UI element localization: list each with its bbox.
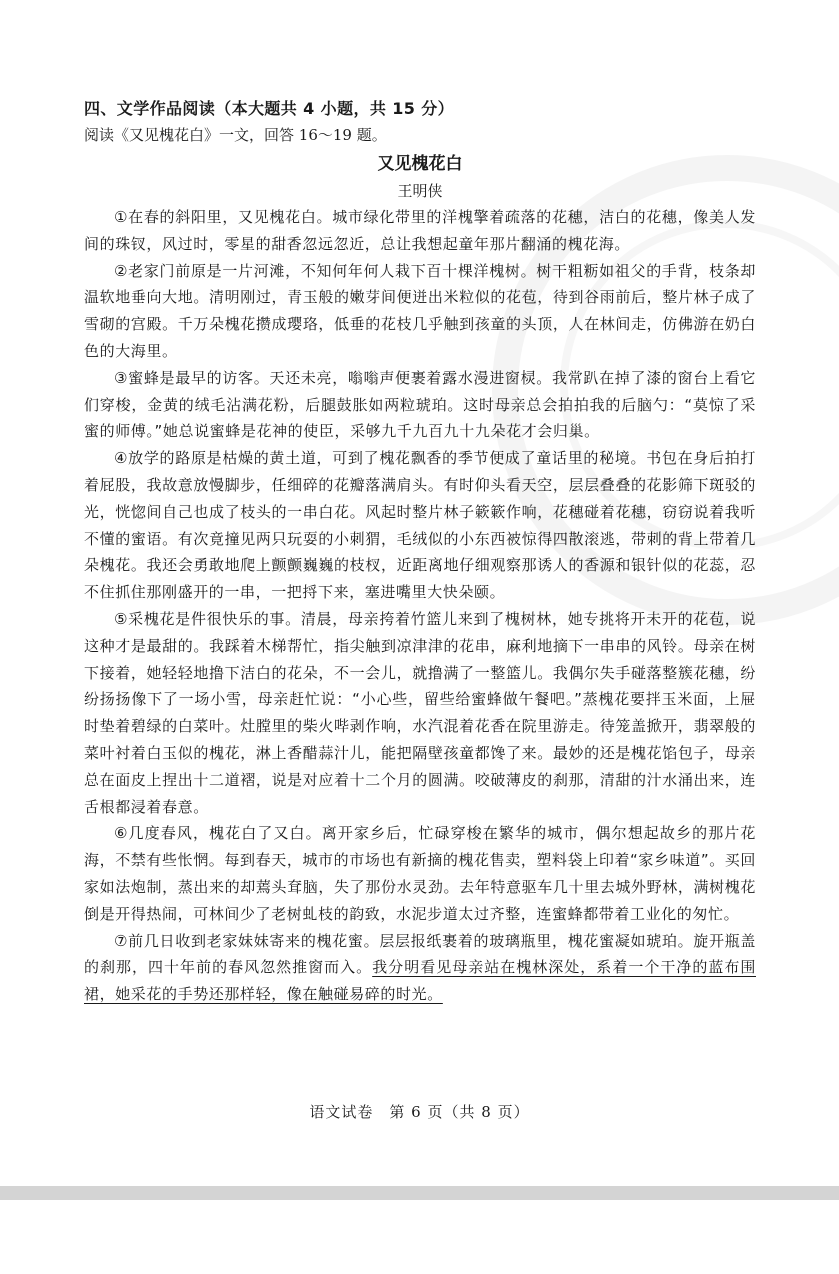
paragraph-4: ④放学的路原是枯燥的黄土道，可到了槐花飘香的季节便成了童话里的秘境。书包在身后拍打着屁股，我故意放慢脚步，任细碎的花瓣落满肩头。有时仰头看天空，层层叠叠的花影筛下斑驳的光，恍惚间自己也成了枝头的一串白花。风起时整片林子簌簌作响，花穗碰着花穗，窃窃说着我听不懂的蜜语。有次竟撞见两只玩耍的小刺猬，毛绒似的小东西被惊得四散滚逃，带刺的背上带着几朵槐花。我还会勇敢地爬上颤颤巍巍的枝杈，近距离地仔细观察那诱人的香源和银针似的花蕊，忍不住抓住那刚盛开的一串，一把捋下来，塞进嘴里大快朵颐。 bbox=[84, 449, 756, 602]
article-title: 又见槐花白 bbox=[377, 154, 463, 174]
page-footer: 语文试卷 第 6 页（共 8 页） bbox=[309, 1103, 530, 1121]
section-heading: 四、文学作品阅读（本大题共 4 小题，共 15 分） bbox=[84, 99, 455, 118]
paragraph-5: ⑤采槐花是件很快乐的事。清晨，母亲挎着竹篮儿来到了槐树林，她专挑将开未开的花苞，说这种才是最甜的。我踩着木梯帮忙，指尖触到凉津津的花串，麻利地摘下一串串的风铃。母亲在树下接着，她轻轻地撸下洁白的花朵，不一会儿，就撸满了一整篮儿。我偶尔失手碰落整簇花穗，纷纷扬扬像下了一场小雪，母亲赶忙说：“小心些，留些给蜜蜂做午餐吧。”蒸槐花要拌玉米面，上屉时垫着碧绿的白菜叶。灶膛里的柴火哔剥作响，水汽混着花香在院里游走。待笼盖掀开，翡翠般的菜叶衬着白玉似的槐花，淋上香醋蒜汁儿，能把隔壁孩童都馋了来。最妙的还是槐花馅包子，母亲总在面皮上捏出十二道褶，说是对应着十二个月的圆满。咬破薄皮的刹那，清甜的汁水涌出来，连舌根都浸着春意。 bbox=[84, 609, 756, 816]
article-author: 王明侠 bbox=[397, 182, 443, 200]
reading-instruction: 阅读《又见槐花白》一文，回答 16～19 题。 bbox=[84, 126, 387, 144]
paragraph-1: ①在春的斜阳里，又见槐花白。城市绿化带里的洋槐擎着疏落的花穗，洁白的花穗，像美人发间的珠钗，风过时，零星的甜香忽远忽近，总让我想起童年那片翻涌的槐花海。 bbox=[84, 208, 756, 253]
exam-page bbox=[84, 96, 756, 1008]
bottom-scroll-bar bbox=[0, 1186, 839, 1200]
paragraph-6: ⑥几度春风，槐花白了又白。离开家乡后，忙碌穿梭在繁华的城市，偶尔想起故乡的那片花海，不禁有些怅惘。每到春天，城市的市场也有新摘的槐花售卖，塑料袋上印着“家乡味道”。买回家如法炮制，蒸出来的却蔫头耷脑，失了那份水灵劲。去年特意驱车几十里去城外野林，满树槐花倒是开得热闹，可林间少了老树虬枝的韵致，水泥步道太过齐整，连蜜蜂都带着工业化的匆忙。 bbox=[84, 824, 756, 923]
paragraph-7 bbox=[84, 928, 756, 1008]
paragraph-2: ②老家门前原是一片河滩，不知何年何人栽下百十棵洋槐树。树干粗粝如祖父的手背，枝条却温软地垂向大地。清明刚过，青玉般的嫩芽间便迸出米粒似的花苞，待到谷雨前后，整片林子成了雪砌的宫殿。千万朵槐花攒成璎珞，低垂的花枝几乎触到孩童的头顶，人在林间走，仿佛游在奶白色的大海里。 bbox=[84, 261, 756, 360]
paragraph-7-text: ⑦前几日收到老家妹妹寄来的槐花蜜。层层报纸裹着的玻璃瓶里，槐花蜜凝如琥珀。旋开瓶盖的刹那，四十年前的春风忽然推窗而入。 bbox=[84, 931, 756, 977]
underlined-sentence: 我分明看见母亲站在槐林深处，系着一个干净的蓝布围裙，她采花的手势还那样轻，像在触碰易碎的时光。 bbox=[84, 958, 756, 1004]
paragraph-3: ③蜜蜂是最早的访客。天还未亮，嗡嗡声便裹着露水漫进窗棂。我常趴在掉了漆的窗台上看它们穿梭，金黄的绒毛沾满花粉，后腿鼓胀如两粒琥珀。这时母亲总会拍拍我的后脑勺：“莫惊了采蜜的师傅。”她总说蜜蜂是花神的使臣，采够九千九百九十九朵花才会归巢。 bbox=[84, 368, 756, 441]
